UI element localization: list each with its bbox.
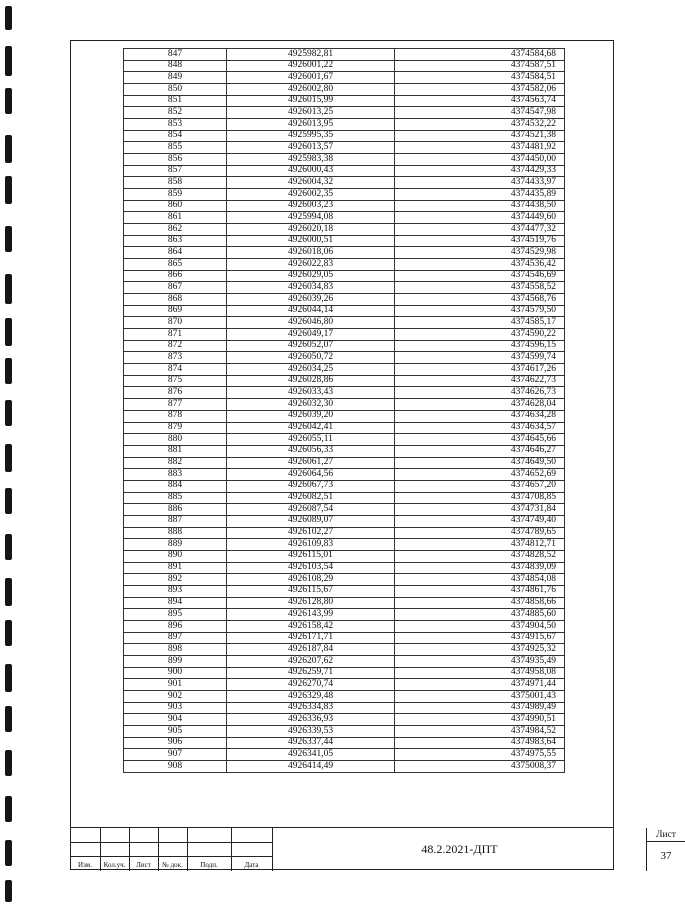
binding-mark xyxy=(5,135,12,163)
table-row xyxy=(124,165,565,177)
point-number: 877 xyxy=(124,399,227,411)
point-number: 899 xyxy=(124,655,227,667)
coordinate-y: 4374438,50 xyxy=(395,200,565,212)
point-number: 874 xyxy=(124,364,227,376)
point-number: 858 xyxy=(124,177,227,189)
coordinate-y: 4374839,09 xyxy=(395,562,565,574)
coordinate-y: 4374984,52 xyxy=(395,725,565,737)
table-row xyxy=(124,329,565,341)
table-row xyxy=(124,492,565,504)
table-row xyxy=(124,410,565,422)
coordinate-y: 4374449,60 xyxy=(395,212,565,224)
point-number: 886 xyxy=(124,504,227,516)
coordinate-x: 4926000,43 xyxy=(227,165,395,177)
table-row xyxy=(124,679,565,691)
point-number: 860 xyxy=(124,200,227,212)
point-number: 850 xyxy=(124,84,227,96)
coordinates-table xyxy=(123,48,565,773)
point-number: 880 xyxy=(124,434,227,446)
coordinate-x: 4926020,18 xyxy=(227,224,395,236)
coordinate-y: 4374975,55 xyxy=(395,749,565,761)
coordinate-x: 4926064,56 xyxy=(227,469,395,481)
point-number: 878 xyxy=(124,410,227,422)
coordinate-x: 4926013,57 xyxy=(227,142,395,154)
table-row xyxy=(124,340,565,352)
coordinates-table-body xyxy=(124,49,565,773)
point-number: 888 xyxy=(124,527,227,539)
coordinate-y: 4374971,44 xyxy=(395,679,565,691)
coordinate-x: 4926270,74 xyxy=(227,679,395,691)
coordinate-y: 4374582,06 xyxy=(395,84,565,96)
table-row xyxy=(124,690,565,702)
coordinate-y: 4374828,52 xyxy=(395,550,565,562)
table-row xyxy=(124,527,565,539)
point-number: 854 xyxy=(124,130,227,142)
coordinate-x: 4926103,54 xyxy=(227,562,395,574)
point-number: 867 xyxy=(124,282,227,294)
point-number: 894 xyxy=(124,597,227,609)
sheet-number: 37 xyxy=(660,850,672,862)
point-number: 868 xyxy=(124,294,227,306)
binding-mark xyxy=(5,444,12,472)
coordinate-x: 4926158,42 xyxy=(227,620,395,632)
point-number: 897 xyxy=(124,632,227,644)
coordinate-x: 4926341,05 xyxy=(227,749,395,761)
table-row xyxy=(124,480,565,492)
coordinate-y: 4374634,57 xyxy=(395,422,565,434)
coordinate-y: 4374568,76 xyxy=(395,294,565,306)
coordinate-x: 4926002,80 xyxy=(227,84,395,96)
coordinate-y: 4374731,84 xyxy=(395,504,565,516)
point-number: 891 xyxy=(124,562,227,574)
coordinate-y: 4374477,32 xyxy=(395,224,565,236)
label-signature: Подп. xyxy=(200,861,218,869)
coordinate-y: 4374904,50 xyxy=(395,620,565,632)
point-number: 856 xyxy=(124,154,227,166)
coordinate-x: 4926049,17 xyxy=(227,329,395,341)
point-number: 859 xyxy=(124,189,227,201)
table-row xyxy=(124,620,565,632)
point-number: 849 xyxy=(124,72,227,84)
table-row xyxy=(124,632,565,644)
coordinate-y: 4374433,97 xyxy=(395,177,565,189)
binding-mark xyxy=(5,318,12,346)
coordinate-y: 4374925,32 xyxy=(395,644,565,656)
point-number: 853 xyxy=(124,119,227,131)
table-row xyxy=(124,235,565,247)
coordinate-y: 4375008,37 xyxy=(395,760,565,772)
point-number: 869 xyxy=(124,305,227,317)
coordinate-x: 4926067,73 xyxy=(227,480,395,492)
coordinate-y: 4374617,26 xyxy=(395,364,565,376)
coordinate-x: 4926334,83 xyxy=(227,702,395,714)
binding-mark xyxy=(5,880,12,902)
binding-mark xyxy=(5,750,12,776)
coordinate-y: 4374599,74 xyxy=(395,352,565,364)
coordinate-y: 4374628,04 xyxy=(395,399,565,411)
binding-mark xyxy=(5,6,12,30)
table-row xyxy=(124,224,565,236)
coordinate-x: 4926102,27 xyxy=(227,527,395,539)
coordinate-y: 4374645,66 xyxy=(395,434,565,446)
coordinate-y: 4374450,00 xyxy=(395,154,565,166)
coordinate-y: 4374532,22 xyxy=(395,119,565,131)
coordinate-x: 4926089,07 xyxy=(227,515,395,527)
binding-mark xyxy=(5,664,12,692)
coordinate-x: 4926001,67 xyxy=(227,72,395,84)
table-row xyxy=(124,119,565,131)
label-quantity: Кол.уч. xyxy=(103,861,126,869)
point-number: 882 xyxy=(124,457,227,469)
point-number: 883 xyxy=(124,469,227,481)
table-row xyxy=(124,760,565,772)
coordinate-y: 4374708,85 xyxy=(395,492,565,504)
point-number: 861 xyxy=(124,212,227,224)
point-number: 895 xyxy=(124,609,227,621)
coordinate-x: 4926052,07 xyxy=(227,340,395,352)
table-row xyxy=(124,562,565,574)
point-number: 903 xyxy=(124,702,227,714)
binding-mark xyxy=(5,400,12,426)
coordinate-y: 4374584,68 xyxy=(395,49,565,61)
table-row xyxy=(124,445,565,457)
binding-mark xyxy=(5,358,12,384)
coordinate-x: 4926087,54 xyxy=(227,504,395,516)
coordinate-y: 4374521,38 xyxy=(395,130,565,142)
table-row xyxy=(124,364,565,376)
coordinate-x: 4926336,93 xyxy=(227,714,395,726)
coordinate-x: 4926039,26 xyxy=(227,294,395,306)
point-number: 851 xyxy=(124,95,227,107)
coordinate-x: 4926004,32 xyxy=(227,177,395,189)
coordinate-y: 4374634,28 xyxy=(395,410,565,422)
point-number: 848 xyxy=(124,60,227,72)
table-row xyxy=(124,282,565,294)
document-code: 48.2.2021-ДПТ xyxy=(272,828,646,871)
binding-mark xyxy=(5,534,12,560)
table-row xyxy=(124,200,565,212)
coordinate-x: 4926032,30 xyxy=(227,399,395,411)
table-row xyxy=(124,84,565,96)
table-row xyxy=(124,130,565,142)
point-number: 907 xyxy=(124,749,227,761)
coordinate-x: 4925994,08 xyxy=(227,212,395,224)
point-number: 881 xyxy=(124,445,227,457)
table-row xyxy=(124,60,565,72)
coordinate-x: 4926414,49 xyxy=(227,760,395,772)
coordinate-y: 4374626,73 xyxy=(395,387,565,399)
point-number: 892 xyxy=(124,574,227,586)
label-date: Дата xyxy=(244,861,259,869)
table-row xyxy=(124,434,565,446)
table-row xyxy=(124,422,565,434)
label-doc-number: № док. xyxy=(162,861,183,869)
coordinate-x: 4926207,62 xyxy=(227,655,395,667)
sheet-label: Лист xyxy=(647,828,685,842)
coordinate-y: 4374935,49 xyxy=(395,655,565,667)
coordinate-y: 4374587,51 xyxy=(395,60,565,72)
coordinate-y: 4374812,71 xyxy=(395,539,565,551)
binding-mark xyxy=(5,578,12,606)
coordinate-x: 4926187,84 xyxy=(227,644,395,656)
point-number: 876 xyxy=(124,387,227,399)
table-row xyxy=(124,609,565,621)
coordinate-x: 4926015,99 xyxy=(227,95,395,107)
point-number: 862 xyxy=(124,224,227,236)
coordinate-y: 4374546,69 xyxy=(395,270,565,282)
point-number: 890 xyxy=(124,550,227,562)
coordinate-x: 4926018,06 xyxy=(227,247,395,259)
table-row xyxy=(124,737,565,749)
table-row xyxy=(124,352,565,364)
coordinate-x: 4926339,53 xyxy=(227,725,395,737)
table-row xyxy=(124,247,565,259)
point-number: 902 xyxy=(124,690,227,702)
coordinate-x: 4926082,51 xyxy=(227,492,395,504)
coordinate-y: 4374861,76 xyxy=(395,585,565,597)
binding-mark xyxy=(5,176,12,204)
point-number: 901 xyxy=(124,679,227,691)
coordinate-x: 4926061,27 xyxy=(227,457,395,469)
table-row xyxy=(124,504,565,516)
coordinate-x: 4926039,20 xyxy=(227,410,395,422)
coordinate-y: 4374657,20 xyxy=(395,480,565,492)
table-row xyxy=(124,305,565,317)
coordinate-x: 4926050,72 xyxy=(227,352,395,364)
coordinate-x: 4926337,44 xyxy=(227,737,395,749)
coordinate-x: 4926108,29 xyxy=(227,574,395,586)
table-row xyxy=(124,725,565,737)
coordinate-x: 4926000,51 xyxy=(227,235,395,247)
table-row xyxy=(124,387,565,399)
coordinate-y: 4374990,51 xyxy=(395,714,565,726)
coordinate-y: 4374536,42 xyxy=(395,259,565,271)
coordinate-x: 4926013,25 xyxy=(227,107,395,119)
coordinate-y: 4374854,08 xyxy=(395,574,565,586)
coordinate-x: 4926042,41 xyxy=(227,422,395,434)
coordinate-x: 4926001,22 xyxy=(227,60,395,72)
coordinate-y: 4374789,65 xyxy=(395,527,565,539)
coordinate-x: 4926033,43 xyxy=(227,387,395,399)
point-number: 884 xyxy=(124,480,227,492)
coordinate-y: 4374622,73 xyxy=(395,375,565,387)
coordinate-x: 4926128,80 xyxy=(227,597,395,609)
coordinate-x: 4926259,71 xyxy=(227,667,395,679)
coordinate-x: 4926044,14 xyxy=(227,305,395,317)
coordinate-x: 4926003,23 xyxy=(227,200,395,212)
coordinate-y: 4374749,40 xyxy=(395,515,565,527)
table-row xyxy=(124,270,565,282)
table-row xyxy=(124,107,565,119)
coordinate-x: 4926013,95 xyxy=(227,119,395,131)
table-row xyxy=(124,749,565,761)
table-row xyxy=(124,154,565,166)
revision-grid xyxy=(70,828,272,871)
binding-mark xyxy=(5,796,12,822)
table-row xyxy=(124,212,565,224)
coordinate-y: 4374429,33 xyxy=(395,165,565,177)
point-number: 906 xyxy=(124,737,227,749)
coordinate-x: 4926046,80 xyxy=(227,317,395,329)
coordinate-y: 4374481,92 xyxy=(395,142,565,154)
binding-mark xyxy=(5,620,12,646)
table-row xyxy=(124,714,565,726)
table-row xyxy=(124,539,565,551)
coordinate-y: 4374529,98 xyxy=(395,247,565,259)
coordinate-y: 4375001,43 xyxy=(395,690,565,702)
coordinate-y: 4374858,66 xyxy=(395,597,565,609)
coordinate-y: 4374983,64 xyxy=(395,737,565,749)
point-number: 885 xyxy=(124,492,227,504)
coordinate-y: 4374558,52 xyxy=(395,282,565,294)
binding-mark xyxy=(5,88,12,114)
coordinate-y: 4374563,74 xyxy=(395,95,565,107)
coordinate-y: 4374519,76 xyxy=(395,235,565,247)
coordinate-x: 4926143,99 xyxy=(227,609,395,621)
table-row xyxy=(124,597,565,609)
coordinate-y: 4374885,60 xyxy=(395,609,565,621)
point-number: 866 xyxy=(124,270,227,282)
point-number: 871 xyxy=(124,329,227,341)
table-row xyxy=(124,574,565,586)
binding-mark xyxy=(5,488,12,514)
sheet-box xyxy=(646,828,684,871)
label-change: Изм. xyxy=(78,861,92,869)
coordinate-x: 4925995,35 xyxy=(227,130,395,142)
label-sheet: Лист xyxy=(136,861,151,869)
point-number: 857 xyxy=(124,165,227,177)
table-row xyxy=(124,259,565,271)
point-number: 900 xyxy=(124,667,227,679)
table-row xyxy=(124,702,565,714)
point-number: 893 xyxy=(124,585,227,597)
point-number: 847 xyxy=(124,49,227,61)
point-number: 875 xyxy=(124,375,227,387)
coordinate-x: 4926055,11 xyxy=(227,434,395,446)
coordinate-x: 4925983,38 xyxy=(227,154,395,166)
coordinate-y: 4374649,50 xyxy=(395,457,565,469)
table-row xyxy=(124,95,565,107)
coordinate-y: 4374435,89 xyxy=(395,189,565,201)
coordinate-x: 4926329,48 xyxy=(227,690,395,702)
coordinate-x: 4926022,83 xyxy=(227,259,395,271)
table-row xyxy=(124,457,565,469)
table-row xyxy=(124,667,565,679)
table-row xyxy=(124,655,565,667)
coordinate-y: 4374915,67 xyxy=(395,632,565,644)
coordinate-x: 4926034,83 xyxy=(227,282,395,294)
coordinate-x: 4926002,35 xyxy=(227,189,395,201)
point-number: 905 xyxy=(124,725,227,737)
point-number: 855 xyxy=(124,142,227,154)
point-number: 870 xyxy=(124,317,227,329)
point-number: 864 xyxy=(124,247,227,259)
binding-mark xyxy=(5,46,12,76)
point-number: 889 xyxy=(124,539,227,551)
table-row xyxy=(124,49,565,61)
point-number: 873 xyxy=(124,352,227,364)
coordinate-x: 4926028,86 xyxy=(227,375,395,387)
table-row xyxy=(124,644,565,656)
coordinate-x: 4926171,71 xyxy=(227,632,395,644)
point-number: 887 xyxy=(124,515,227,527)
table-row xyxy=(124,515,565,527)
table-row xyxy=(124,177,565,189)
table-row xyxy=(124,142,565,154)
coordinate-x: 4926109,83 xyxy=(227,539,395,551)
binding-mark xyxy=(5,226,12,252)
coordinate-x: 4925982,81 xyxy=(227,49,395,61)
point-number: 896 xyxy=(124,620,227,632)
table-row xyxy=(124,469,565,481)
coordinate-y: 4374646,27 xyxy=(395,445,565,457)
point-number: 908 xyxy=(124,760,227,772)
coordinate-y: 4374579,50 xyxy=(395,305,565,317)
coordinate-x: 4926115,01 xyxy=(227,550,395,562)
table-row xyxy=(124,294,565,306)
binding-mark xyxy=(5,840,12,866)
table-row xyxy=(124,550,565,562)
table-row xyxy=(124,317,565,329)
table-row xyxy=(124,399,565,411)
table-row xyxy=(124,375,565,387)
point-number: 863 xyxy=(124,235,227,247)
point-number: 852 xyxy=(124,107,227,119)
table-row xyxy=(124,72,565,84)
coordinate-x: 4926056,33 xyxy=(227,445,395,457)
binding-mark xyxy=(5,706,12,732)
point-number: 879 xyxy=(124,422,227,434)
coordinate-y: 4374958,08 xyxy=(395,667,565,679)
table-row xyxy=(124,585,565,597)
coordinate-y: 4374989,49 xyxy=(395,702,565,714)
table-row xyxy=(124,189,565,201)
coordinate-y: 4374596,15 xyxy=(395,340,565,352)
coordinate-y: 4374547,98 xyxy=(395,107,565,119)
coordinate-y: 4374590,22 xyxy=(395,329,565,341)
title-block xyxy=(70,827,676,871)
point-number: 898 xyxy=(124,644,227,656)
coordinate-x: 4926034,25 xyxy=(227,364,395,376)
point-number: 872 xyxy=(124,340,227,352)
coordinate-y: 4374585,17 xyxy=(395,317,565,329)
point-number: 865 xyxy=(124,259,227,271)
coordinate-y: 4374652,69 xyxy=(395,469,565,481)
point-number: 904 xyxy=(124,714,227,726)
coordinate-x: 4926115,67 xyxy=(227,585,395,597)
binding-mark xyxy=(5,274,12,304)
coordinate-y: 4374584,51 xyxy=(395,72,565,84)
coordinate-x: 4926029,05 xyxy=(227,270,395,282)
